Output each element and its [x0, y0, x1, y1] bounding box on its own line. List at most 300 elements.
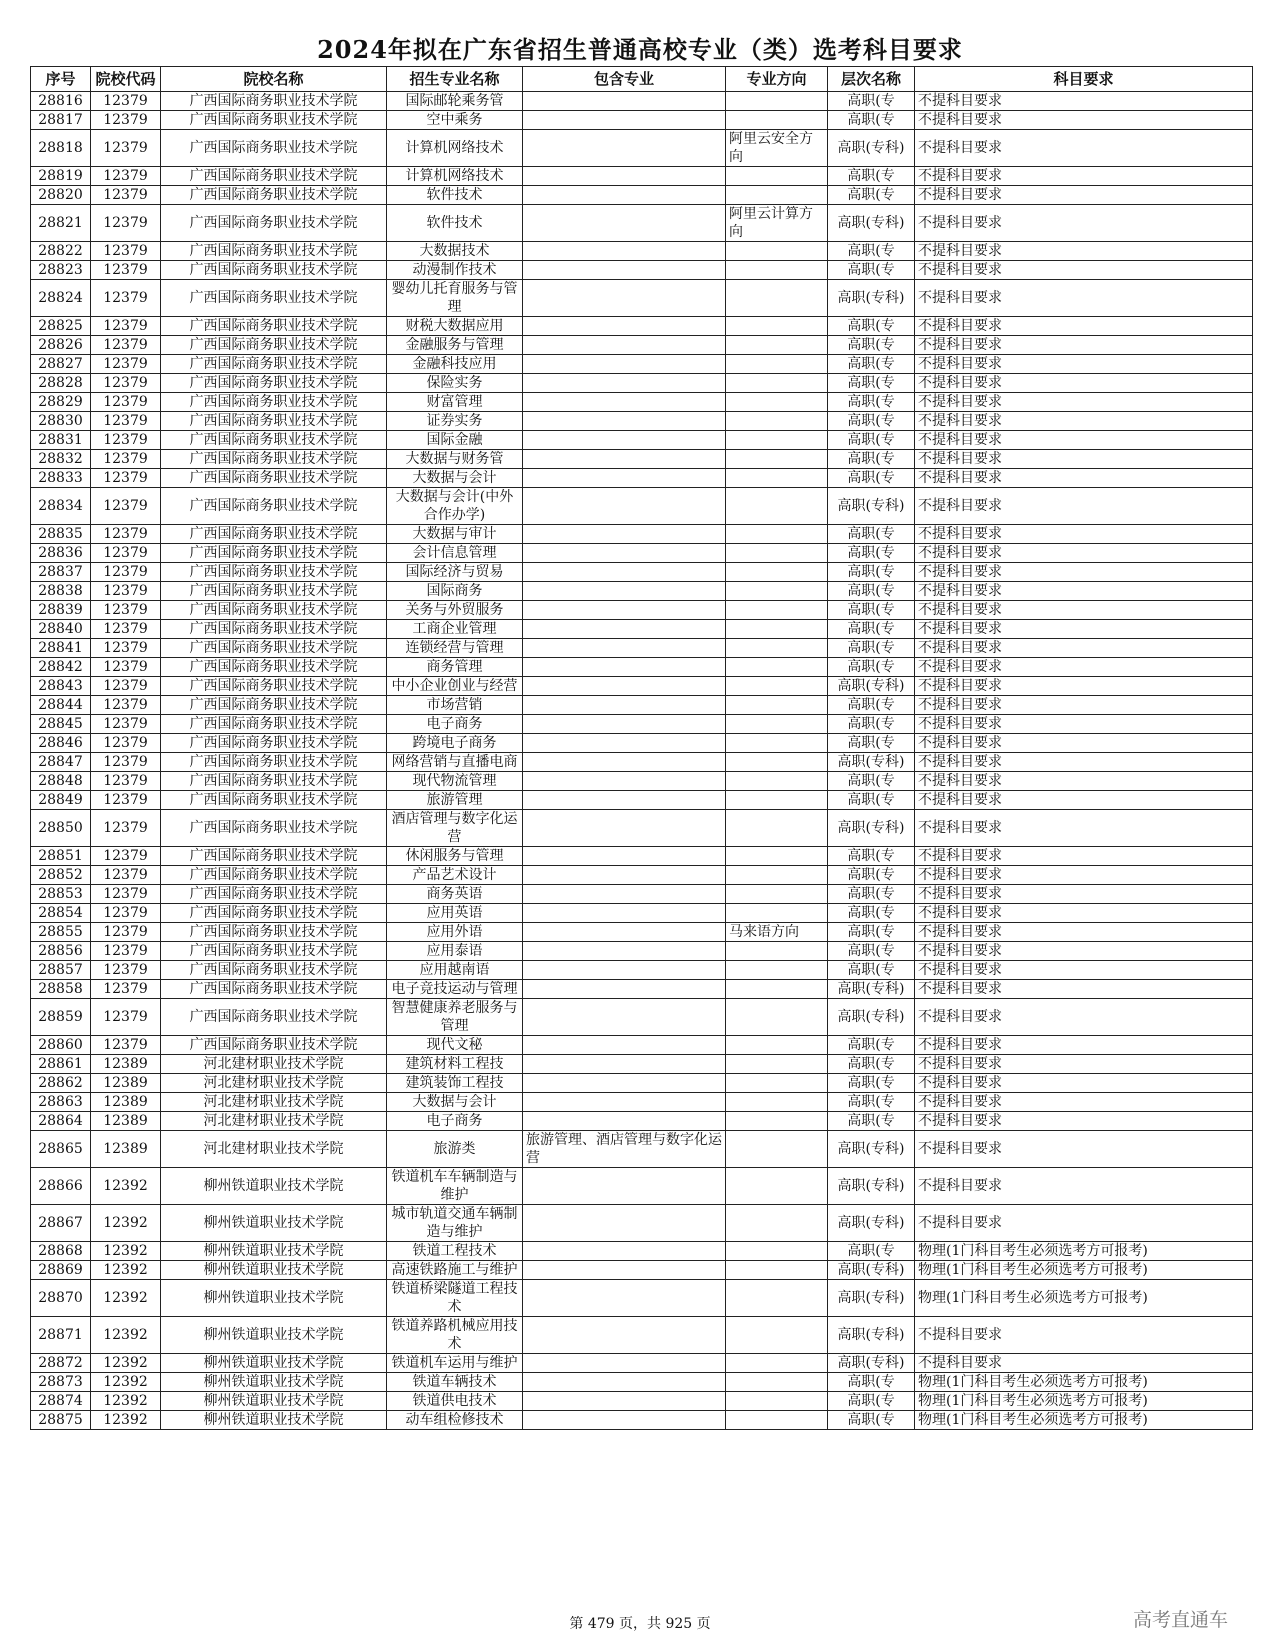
table-row — [31, 92, 1253, 111]
cell-included-majors — [523, 1392, 726, 1411]
header-school-name: 院校名称 — [161, 67, 387, 92]
table-row — [31, 450, 1253, 469]
cell-seq: 28835 — [31, 525, 91, 544]
cell-major-direction — [726, 810, 828, 847]
table-row — [31, 1261, 1253, 1280]
cell-school-name: 柳州铁道职业技术学院 — [161, 1411, 387, 1430]
cell-major-name: 电子商务 — [387, 715, 523, 734]
cell-school-name: 广西国际商务职业技术学院 — [161, 205, 387, 242]
cell-subject-requirement: 不提科目要求 — [915, 450, 1253, 469]
cell-subject-requirement: 不提科目要求 — [915, 205, 1253, 242]
cell-school-name: 广西国际商务职业技术学院 — [161, 885, 387, 904]
cell-subject-requirement: 不提科目要求 — [915, 544, 1253, 563]
cell-level: 高职(专科) — [828, 1131, 915, 1168]
cell-major-direction — [726, 412, 828, 431]
cell-included-majors — [523, 1093, 726, 1112]
cell-school-name: 广西国际商务职业技术学院 — [161, 620, 387, 639]
cell-school-code: 12379 — [91, 563, 161, 582]
cell-school-code: 12392 — [91, 1280, 161, 1317]
cell-school-name: 广西国际商务职业技术学院 — [161, 544, 387, 563]
table-row — [31, 1373, 1253, 1392]
cell-school-name: 柳州铁道职业技术学院 — [161, 1354, 387, 1373]
cell-school-name: 广西国际商务职业技术学院 — [161, 942, 387, 961]
cell-school-name: 广西国际商务职业技术学院 — [161, 186, 387, 205]
cell-major-name: 国际商务 — [387, 582, 523, 601]
cell-included-majors — [523, 942, 726, 961]
cell-major-direction — [726, 393, 828, 412]
cell-school-name: 柳州铁道职业技术学院 — [161, 1168, 387, 1205]
cell-subject-requirement: 不提科目要求 — [915, 772, 1253, 791]
cell-major-direction — [726, 980, 828, 999]
cell-major-name: 金融科技应用 — [387, 355, 523, 374]
cell-level: 高职(专 — [828, 1392, 915, 1411]
cell-seq: 28848 — [31, 772, 91, 791]
cell-subject-requirement: 不提科目要求 — [915, 715, 1253, 734]
cell-major-name: 休闲服务与管理 — [387, 847, 523, 866]
cell-major-direction — [726, 355, 828, 374]
cell-subject-requirement: 不提科目要求 — [915, 1317, 1253, 1354]
cell-seq: 28828 — [31, 374, 91, 393]
cell-seq: 28853 — [31, 885, 91, 904]
cell-included-majors — [523, 450, 726, 469]
cell-included-majors — [523, 393, 726, 412]
table-row — [31, 1354, 1253, 1373]
cell-school-name: 广西国际商务职业技术学院 — [161, 92, 387, 111]
cell-level: 高职(专 — [828, 111, 915, 130]
cell-level: 高职(专 — [828, 431, 915, 450]
cell-school-code: 12389 — [91, 1074, 161, 1093]
cell-level: 高职(专 — [828, 92, 915, 111]
cell-included-majors — [523, 847, 726, 866]
cell-major-name: 建筑装饰工程技 — [387, 1074, 523, 1093]
cell-subject-requirement: 不提科目要求 — [915, 923, 1253, 942]
cell-school-code: 12379 — [91, 317, 161, 336]
cell-seq: 28834 — [31, 488, 91, 525]
table-row — [31, 885, 1253, 904]
cell-major-direction — [726, 488, 828, 525]
cell-school-code: 12379 — [91, 544, 161, 563]
cell-school-code: 12379 — [91, 715, 161, 734]
cell-included-majors — [523, 866, 726, 885]
cell-major-name: 应用泰语 — [387, 942, 523, 961]
cell-level: 高职(专科) — [828, 980, 915, 999]
cell-major-name: 大数据技术 — [387, 242, 523, 261]
cell-included-majors — [523, 999, 726, 1036]
cell-subject-requirement: 物理(1门科目考生必须选考方可报考) — [915, 1411, 1253, 1430]
cell-major-direction — [726, 677, 828, 696]
cell-included-majors — [523, 525, 726, 544]
cell-school-name: 广西国际商务职业技术学院 — [161, 525, 387, 544]
cell-major-direction — [726, 317, 828, 336]
cell-school-code: 12389 — [91, 1093, 161, 1112]
cell-major-name: 网络营销与直播电商 — [387, 753, 523, 772]
cell-subject-requirement: 不提科目要求 — [915, 620, 1253, 639]
cell-included-majors — [523, 1074, 726, 1093]
cell-subject-requirement: 不提科目要求 — [915, 412, 1253, 431]
cell-school-name: 广西国际商务职业技术学院 — [161, 450, 387, 469]
cell-seq: 28845 — [31, 715, 91, 734]
cell-included-majors — [523, 374, 726, 393]
cell-subject-requirement: 不提科目要求 — [915, 791, 1253, 810]
cell-major-name: 软件技术 — [387, 186, 523, 205]
cell-school-name: 广西国际商务职业技术学院 — [161, 431, 387, 450]
cell-school-code: 12389 — [91, 1112, 161, 1131]
cell-seq: 28861 — [31, 1055, 91, 1074]
cell-school-name: 广西国际商务职业技术学院 — [161, 336, 387, 355]
cell-major-direction — [726, 1317, 828, 1354]
cell-major-name: 铁道桥梁隧道工程技术 — [387, 1280, 523, 1317]
cell-school-code: 12379 — [91, 791, 161, 810]
cell-major-direction — [726, 525, 828, 544]
cell-school-code: 12379 — [91, 488, 161, 525]
cell-major-name: 铁道机车运用与维护 — [387, 1354, 523, 1373]
cell-major-name: 跨境电子商务 — [387, 734, 523, 753]
cell-included-majors — [523, 677, 726, 696]
cell-major-name: 计算机网络技术 — [387, 167, 523, 186]
cell-major-direction — [726, 544, 828, 563]
cell-level: 高职(专科) — [828, 130, 915, 167]
cell-seq: 28873 — [31, 1373, 91, 1392]
table-row — [31, 525, 1253, 544]
table-row — [31, 412, 1253, 431]
table-row — [31, 336, 1253, 355]
cell-major-name: 大数据与会计 — [387, 1093, 523, 1112]
cell-level: 高职(专 — [828, 242, 915, 261]
table-row — [31, 1168, 1253, 1205]
table-row — [31, 601, 1253, 620]
cell-level: 高职(专 — [828, 1242, 915, 1261]
cell-subject-requirement: 不提科目要求 — [915, 130, 1253, 167]
cell-subject-requirement: 不提科目要求 — [915, 242, 1253, 261]
cell-included-majors — [523, 1373, 726, 1392]
cell-school-code: 12392 — [91, 1392, 161, 1411]
cell-major-direction — [726, 753, 828, 772]
cell-major-direction — [726, 1261, 828, 1280]
cell-included-majors — [523, 582, 726, 601]
cell-included-majors — [523, 696, 726, 715]
table-row — [31, 658, 1253, 677]
cell-subject-requirement: 不提科目要求 — [915, 186, 1253, 205]
cell-school-name: 广西国际商务职业技术学院 — [161, 772, 387, 791]
cell-major-name: 证券实务 — [387, 412, 523, 431]
cell-school-code: 12379 — [91, 450, 161, 469]
cell-level: 高职(专 — [828, 1036, 915, 1055]
cell-major-direction: 阿里云计算方向 — [726, 205, 828, 242]
cell-subject-requirement: 不提科目要求 — [915, 355, 1253, 374]
table-row — [31, 847, 1253, 866]
table-row — [31, 904, 1253, 923]
cell-included-majors — [523, 601, 726, 620]
cell-major-direction — [726, 1074, 828, 1093]
cell-major-name: 动车组检修技术 — [387, 1411, 523, 1430]
cell-seq: 28843 — [31, 677, 91, 696]
cell-major-name: 软件技术 — [387, 205, 523, 242]
cell-subject-requirement: 不提科目要求 — [915, 92, 1253, 111]
cell-level: 高职(专 — [828, 791, 915, 810]
header-school-code: 院校代码 — [91, 67, 161, 92]
cell-major-direction — [726, 942, 828, 961]
cell-major-name: 动漫制作技术 — [387, 261, 523, 280]
cell-school-code: 12392 — [91, 1242, 161, 1261]
table-row — [31, 791, 1253, 810]
cell-seq: 28860 — [31, 1036, 91, 1055]
cell-subject-requirement: 不提科目要求 — [915, 393, 1253, 412]
cell-major-direction — [726, 374, 828, 393]
cell-seq: 28829 — [31, 393, 91, 412]
cell-level: 高职(专 — [828, 582, 915, 601]
cell-school-code: 12379 — [91, 753, 161, 772]
cell-subject-requirement: 不提科目要求 — [915, 696, 1253, 715]
cell-major-name: 空中乘务 — [387, 111, 523, 130]
cell-included-majors — [523, 355, 726, 374]
cell-major-direction — [726, 734, 828, 753]
cell-school-name: 柳州铁道职业技术学院 — [161, 1261, 387, 1280]
table-row — [31, 734, 1253, 753]
cell-seq: 28856 — [31, 942, 91, 961]
cell-school-name: 广西国际商务职业技术学院 — [161, 563, 387, 582]
table-row — [31, 374, 1253, 393]
cell-major-name: 酒店管理与数字化运营 — [387, 810, 523, 847]
cell-school-code: 12379 — [91, 92, 161, 111]
cell-seq: 28859 — [31, 999, 91, 1036]
cell-level: 高职(专 — [828, 715, 915, 734]
cell-included-majors — [523, 1112, 726, 1131]
cell-major-name: 建筑材料工程技 — [387, 1055, 523, 1074]
cell-school-code: 12379 — [91, 999, 161, 1036]
cell-included-majors — [523, 1411, 726, 1430]
cell-major-direction — [726, 772, 828, 791]
table-row — [31, 810, 1253, 847]
cell-subject-requirement: 不提科目要求 — [915, 488, 1253, 525]
cell-school-name: 广西国际商务职业技术学院 — [161, 866, 387, 885]
cell-included-majors — [523, 469, 726, 488]
cell-school-name: 广西国际商务职业技术学院 — [161, 412, 387, 431]
cell-subject-requirement: 不提科目要求 — [915, 753, 1253, 772]
cell-included-majors — [523, 431, 726, 450]
cell-level: 高职(专 — [828, 469, 915, 488]
cell-level: 高职(专 — [828, 1411, 915, 1430]
table-row — [31, 431, 1253, 450]
cell-major-name: 现代物流管理 — [387, 772, 523, 791]
cell-included-majors — [523, 923, 726, 942]
cell-seq: 28825 — [31, 317, 91, 336]
cell-level: 高职(专 — [828, 374, 915, 393]
cell-major-direction — [726, 1373, 828, 1392]
cell-school-code: 12379 — [91, 336, 161, 355]
cell-level: 高职(专科) — [828, 677, 915, 696]
header-included-majors: 包含专业 — [523, 67, 726, 92]
cell-included-majors — [523, 810, 726, 847]
cell-major-direction — [726, 620, 828, 639]
cell-school-name: 柳州铁道职业技术学院 — [161, 1205, 387, 1242]
cell-level: 高职(专 — [828, 1093, 915, 1112]
cell-major-name: 铁道机车车辆制造与维护 — [387, 1168, 523, 1205]
cell-level: 高职(专科) — [828, 488, 915, 525]
watermark-text: 高考直通车 — [1132, 1609, 1228, 1631]
cell-seq: 28865 — [31, 1131, 91, 1168]
cell-seq: 28852 — [31, 866, 91, 885]
cell-seq: 28822 — [31, 242, 91, 261]
table-row — [31, 696, 1253, 715]
cell-school-name: 广西国际商务职业技术学院 — [161, 980, 387, 999]
cell-seq: 28872 — [31, 1354, 91, 1373]
cell-level: 高职(专 — [828, 525, 915, 544]
cell-major-direction — [726, 336, 828, 355]
cell-school-code: 12392 — [91, 1317, 161, 1354]
cell-major-name: 国际金融 — [387, 431, 523, 450]
cell-seq: 28857 — [31, 961, 91, 980]
cell-major-direction — [726, 242, 828, 261]
cell-school-name: 广西国际商务职业技术学院 — [161, 847, 387, 866]
cell-school-code: 12379 — [91, 280, 161, 317]
page-footer: 第 479 页，共 925 页 — [569, 1616, 711, 1632]
cell-level: 高职(专 — [828, 601, 915, 620]
cell-school-code: 12379 — [91, 186, 161, 205]
cell-major-name: 市场营销 — [387, 696, 523, 715]
cell-school-name: 广西国际商务职业技术学院 — [161, 923, 387, 942]
table-row — [31, 280, 1253, 317]
cell-major-direction — [726, 563, 828, 582]
cell-included-majors — [523, 753, 726, 772]
cell-major-name: 财税大数据应用 — [387, 317, 523, 336]
cell-subject-requirement: 不提科目要求 — [915, 111, 1253, 130]
cell-level: 高职(专 — [828, 1074, 915, 1093]
cell-subject-requirement: 不提科目要求 — [915, 980, 1253, 999]
cell-subject-requirement: 物理(1门科目考生必须选考方可报考) — [915, 1280, 1253, 1317]
table-row — [31, 677, 1253, 696]
cell-included-majors — [523, 412, 726, 431]
cell-major-direction — [726, 847, 828, 866]
cell-included-majors — [523, 885, 726, 904]
cell-level: 高职(专 — [828, 734, 915, 753]
cell-seq: 28819 — [31, 167, 91, 186]
cell-major-direction — [726, 715, 828, 734]
cell-school-name: 广西国际商务职业技术学院 — [161, 810, 387, 847]
cell-level: 高职(专 — [828, 942, 915, 961]
cell-school-code: 12379 — [91, 111, 161, 130]
cell-included-majors — [523, 734, 726, 753]
table-row — [31, 961, 1253, 980]
cell-level: 高职(专 — [828, 167, 915, 186]
cell-school-name: 广西国际商务职业技术学院 — [161, 582, 387, 601]
cell-major-direction — [726, 261, 828, 280]
table-row — [31, 639, 1253, 658]
cell-major-name: 保险实务 — [387, 374, 523, 393]
cell-level: 高职(专 — [828, 450, 915, 469]
table-row — [31, 469, 1253, 488]
cell-school-code: 12379 — [91, 355, 161, 374]
cell-included-majors — [523, 620, 726, 639]
cell-level: 高职(专 — [828, 1373, 915, 1392]
cell-included-majors — [523, 1036, 726, 1055]
cell-subject-requirement: 不提科目要求 — [915, 677, 1253, 696]
cell-school-name: 广西国际商务职业技术学院 — [161, 734, 387, 753]
cell-school-name: 广西国际商务职业技术学院 — [161, 317, 387, 336]
cell-school-code: 12392 — [91, 1354, 161, 1373]
table-row — [31, 1112, 1253, 1131]
cell-level: 高职(专科) — [828, 1354, 915, 1373]
cell-seq: 28867 — [31, 1205, 91, 1242]
cell-level: 高职(专科) — [828, 1205, 915, 1242]
table-row — [31, 923, 1253, 942]
cell-school-name: 广西国际商务职业技术学院 — [161, 904, 387, 923]
cell-level: 高职(专科) — [828, 999, 915, 1036]
table-row — [31, 753, 1253, 772]
cell-subject-requirement: 不提科目要求 — [915, 525, 1253, 544]
cell-major-name: 大数据与财务管 — [387, 450, 523, 469]
cell-subject-requirement: 不提科目要求 — [915, 999, 1253, 1036]
table-row — [31, 205, 1253, 242]
table-row — [31, 167, 1253, 186]
cell-school-code: 12379 — [91, 696, 161, 715]
cell-major-direction — [726, 885, 828, 904]
cell-included-majors — [523, 791, 726, 810]
cell-major-name: 电子竞技运动与管理 — [387, 980, 523, 999]
cell-school-code: 12379 — [91, 847, 161, 866]
cell-seq: 28839 — [31, 601, 91, 620]
table-row — [31, 999, 1253, 1036]
cell-subject-requirement: 不提科目要求 — [915, 167, 1253, 186]
cell-subject-requirement: 物理(1门科目考生必须选考方可报考) — [915, 1261, 1253, 1280]
cell-school-code: 12379 — [91, 431, 161, 450]
cell-level: 高职(专 — [828, 1112, 915, 1131]
cell-subject-requirement: 不提科目要求 — [915, 1036, 1253, 1055]
cell-included-majors — [523, 1280, 726, 1317]
table-row — [31, 582, 1253, 601]
cell-school-name: 广西国际商务职业技术学院 — [161, 280, 387, 317]
cell-level: 高职(专科) — [828, 753, 915, 772]
cell-major-direction — [726, 582, 828, 601]
cell-school-name: 广西国际商务职业技术学院 — [161, 961, 387, 980]
cell-level: 高职(专科) — [828, 1168, 915, 1205]
table-header-row — [31, 67, 1253, 92]
cell-major-name: 会计信息管理 — [387, 544, 523, 563]
cell-school-name: 广西国际商务职业技术学院 — [161, 111, 387, 130]
cell-included-majors — [523, 205, 726, 242]
cell-major-name: 电子商务 — [387, 1112, 523, 1131]
table-row — [31, 772, 1253, 791]
cell-school-code: 12379 — [91, 923, 161, 942]
table-row — [31, 186, 1253, 205]
cell-school-name: 柳州铁道职业技术学院 — [161, 1392, 387, 1411]
table-row — [31, 1392, 1253, 1411]
cell-seq: 28836 — [31, 544, 91, 563]
cell-major-name: 商务英语 — [387, 885, 523, 904]
table-row — [31, 261, 1253, 280]
cell-school-code: 12379 — [91, 242, 161, 261]
cell-major-name: 应用外语 — [387, 923, 523, 942]
header-major-name: 招生专业名称 — [387, 67, 523, 92]
cell-school-name: 柳州铁道职业技术学院 — [161, 1242, 387, 1261]
cell-school-name: 广西国际商务职业技术学院 — [161, 999, 387, 1036]
table-row — [31, 242, 1253, 261]
cell-seq: 28831 — [31, 431, 91, 450]
cell-level: 高职(专 — [828, 412, 915, 431]
cell-major-name: 大数据与审计 — [387, 525, 523, 544]
cell-school-name: 广西国际商务职业技术学院 — [161, 374, 387, 393]
cell-school-name: 河北建材职业技术学院 — [161, 1093, 387, 1112]
cell-seq: 28827 — [31, 355, 91, 374]
cell-major-name: 财富管理 — [387, 393, 523, 412]
cell-seq: 28842 — [31, 658, 91, 677]
table-row — [31, 980, 1253, 999]
cell-major-name: 国际经济与贸易 — [387, 563, 523, 582]
cell-school-code: 12379 — [91, 980, 161, 999]
cell-major-name: 智慧健康养老服务与管理 — [387, 999, 523, 1036]
cell-seq: 28833 — [31, 469, 91, 488]
requirements-table — [30, 66, 1253, 1430]
cell-subject-requirement: 不提科目要求 — [915, 942, 1253, 961]
